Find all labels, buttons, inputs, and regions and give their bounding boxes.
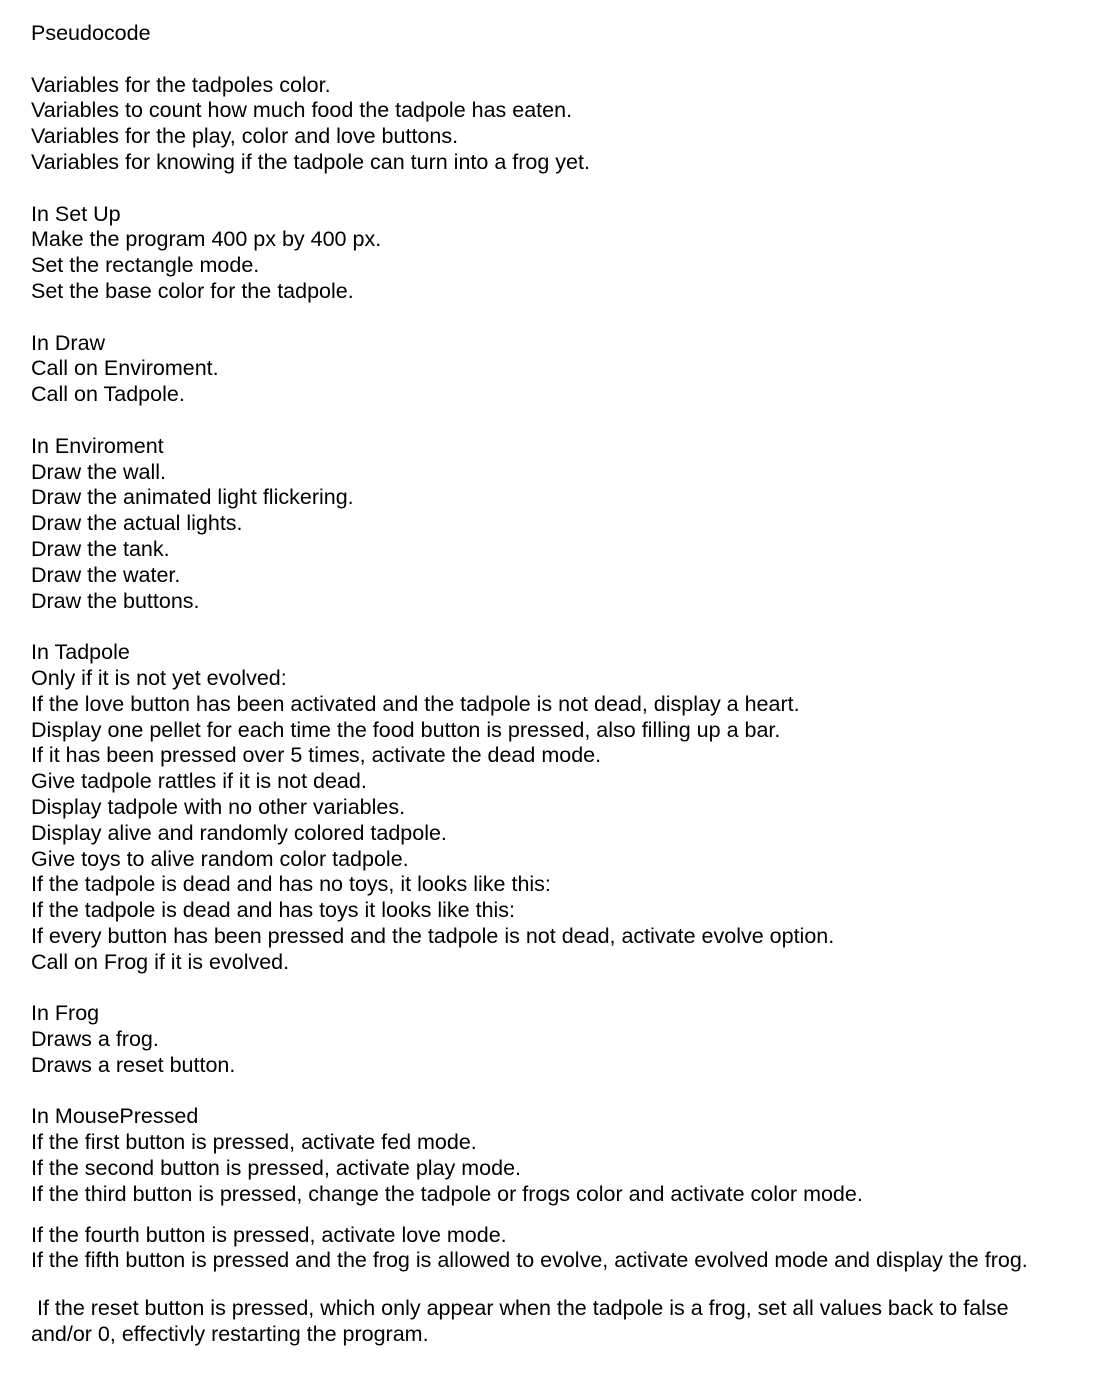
section-heading: In Draw <box>31 330 106 355</box>
text-line: If the second button is pressed, activate play mode. <box>31 1156 522 1181</box>
text-line: Variables to count how much food the tadpole has eaten. <box>31 98 573 123</box>
section-reset-button <box>31 1296 1071 1348</box>
text-line: Display alive and randomly colored tadpole. <box>31 820 447 845</box>
text-line: If the tadpole is dead and has no toys, it looks like this: <box>31 872 551 897</box>
text-line: Draw the water. <box>31 562 181 587</box>
text-line: If the love button has been activated and the tadpole is not dead, display a heart. <box>31 691 800 716</box>
text-paragraph: If the fifth button is pressed and the frog is allowed to evolve, activate evolved mode and display the frog. <box>31 1248 1028 1273</box>
section-tadpole <box>31 640 1071 975</box>
text-line: Draw the animated light flickering. <box>31 485 354 510</box>
text-line: Call on Enviroment. <box>31 356 219 381</box>
section-heading: In Tadpole <box>31 640 130 665</box>
text-line: If every button has been pressed and the tadpole is not dead, activate evolve option. <box>31 923 835 948</box>
section-heading: In Frog <box>31 1001 100 1026</box>
text-line: Draw the actual lights. <box>31 511 243 536</box>
text-line: Variables for knowing if the tadpole can turn into a frog yet. <box>31 149 590 174</box>
text-line: If the tadpole is dead and has toys it looks like this: <box>31 898 516 923</box>
text-line: Draw the tank. <box>31 536 170 561</box>
text-line: Only if it is not yet evolved: <box>31 665 287 690</box>
text-line: Variables for the tadpoles color. <box>31 72 331 97</box>
text-line: Call on Tadpole. <box>31 382 185 407</box>
text-line: Call on Frog if it is evolved. <box>31 949 290 974</box>
text-line: Variables for the play, color and love buttons. <box>31 124 459 149</box>
text-line: Display one pellet for each time the food button is pressed, also filling up a bar. <box>31 717 781 742</box>
text-line: Give toys to alive random color tadpole. <box>31 846 409 871</box>
text-line: If the fourth button is pressed, activate love mode. <box>31 1222 507 1247</box>
text-line: Set the rectangle mode. <box>31 253 260 278</box>
text-line: Draws a frog. <box>31 1027 159 1052</box>
text-line: If the third button is pressed, change the tadpole or frogs color and activate color mode. <box>31 1181 863 1206</box>
section-variables <box>31 73 1071 176</box>
document-body <box>31 21 1071 1348</box>
section-setup <box>31 202 1071 305</box>
text-paragraph: If the reset button is pressed, which only appear when the tadpole is a frog, set all values back to false and/or 0, effectivly restarting the program. <box>31 1296 1015 1347</box>
document-title: Pseudocode <box>31 21 151 45</box>
section-heading: In MousePressed <box>31 1104 199 1129</box>
section-enviroment <box>31 434 1071 615</box>
text-line: Draw the buttons. <box>31 588 200 613</box>
text-line: Make the program 400 px by 400 px. <box>31 227 382 252</box>
section-draw <box>31 331 1071 408</box>
text-line: Draw the wall. <box>31 459 167 484</box>
text-line: If the first button is pressed, activate fed mode. <box>31 1130 477 1155</box>
text-line: Set the base color for the tadpole. <box>31 278 354 303</box>
section-frog <box>31 1001 1071 1078</box>
text-line: Display tadpole with no other variables. <box>31 794 406 819</box>
section-fourth-fifth-buttons <box>31 1223 1071 1275</box>
text-line: If it has been pressed over 5 times, activate the dead mode. <box>31 743 602 768</box>
text-line: Draws a reset button. <box>31 1052 236 1077</box>
text-line: Give tadpole rattles if it is not dead. <box>31 769 367 794</box>
section-heading: In Enviroment <box>31 433 164 458</box>
section-heading: In Set Up <box>31 201 121 226</box>
section-mousepressed <box>31 1104 1071 1207</box>
